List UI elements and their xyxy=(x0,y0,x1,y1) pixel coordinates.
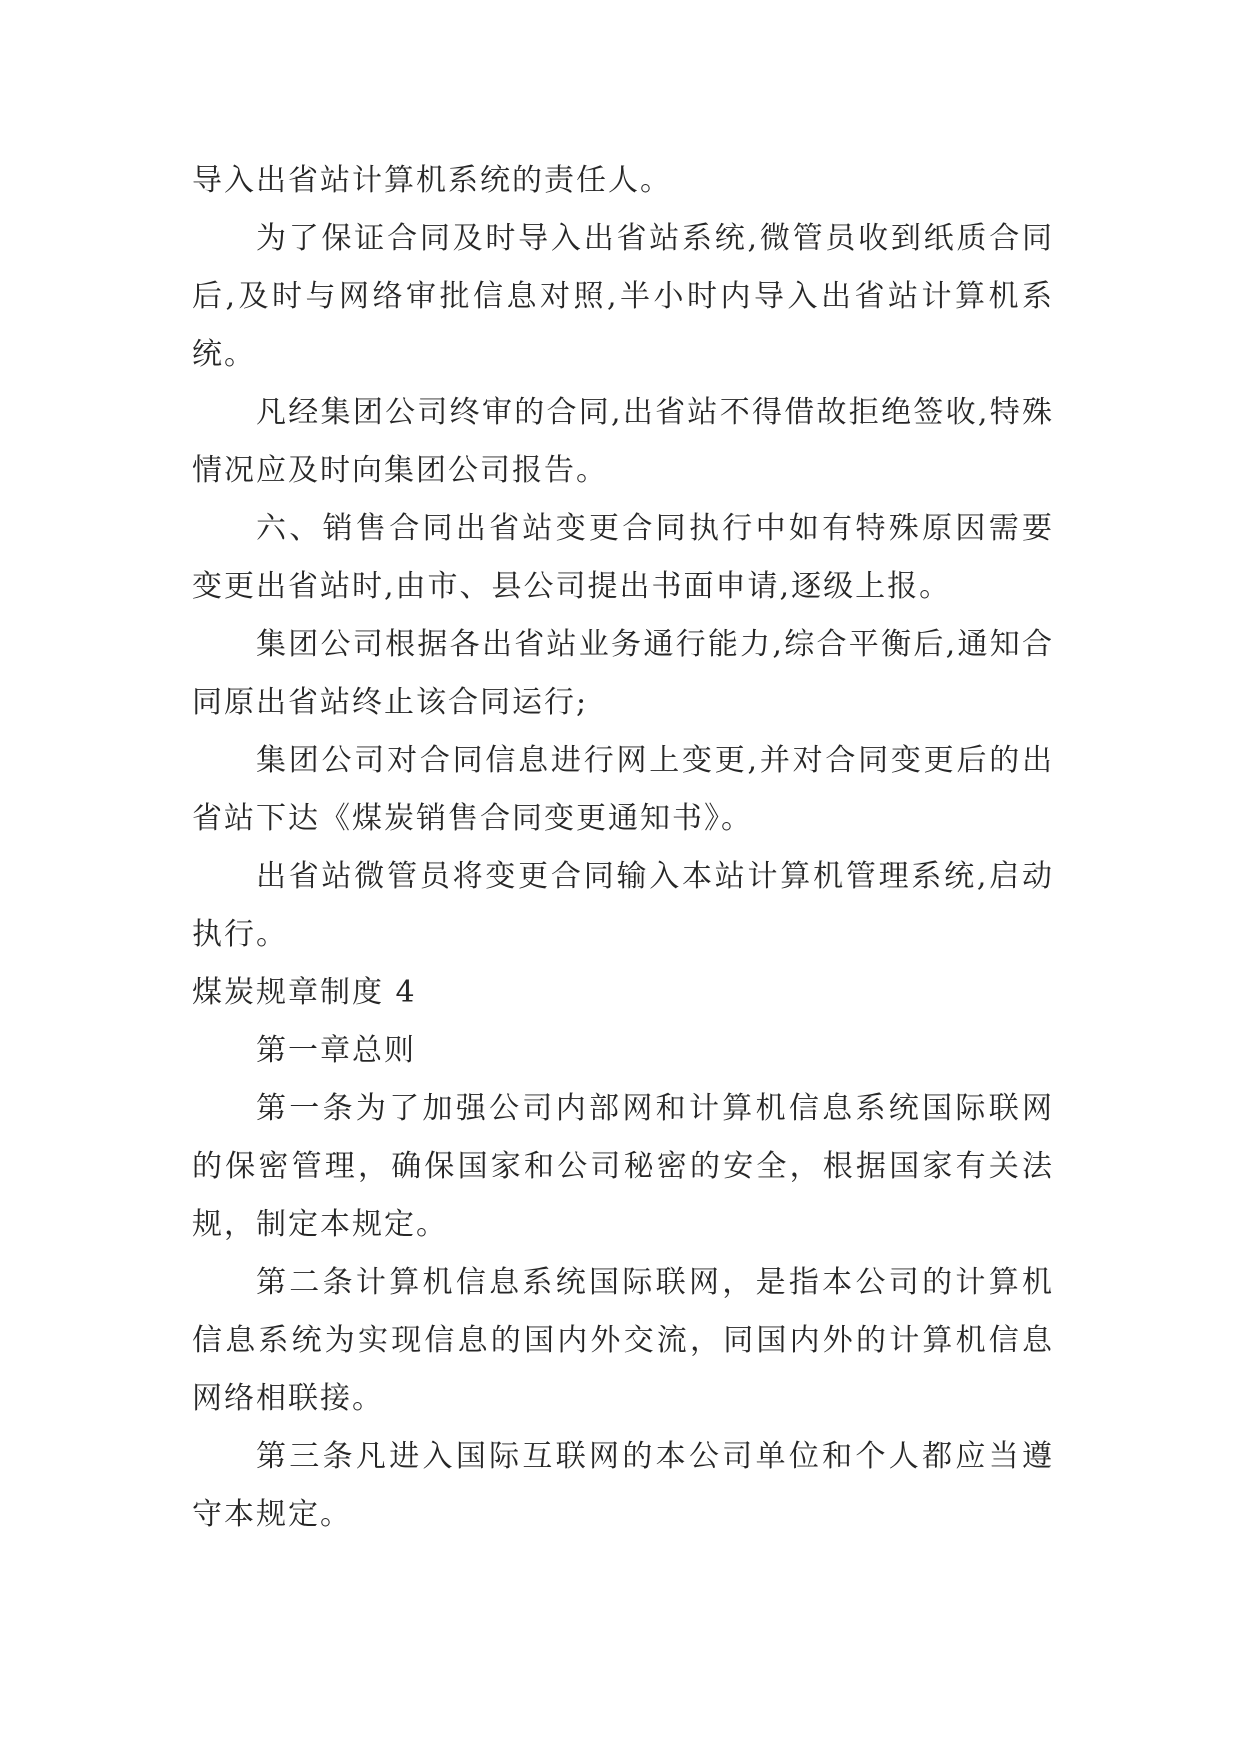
section-heading: 煤炭规章制度 4 xyxy=(192,975,417,1010)
document-body xyxy=(192,152,1054,1544)
chapter-title: 第一章总则 xyxy=(256,1033,416,1068)
paragraph-5: 集团公司根据各出省站业务通行能力,综合平衡后,通知合同原出省站终止该合同运行; xyxy=(192,627,1054,720)
paragraph-4: 六、销售合同出省站变更合同执行中如有特殊原因需要变更出省站时,由市、县公司提出书面申请,逐级上报。 xyxy=(192,511,1054,604)
article-3: 第三条凡进入国际互联网的本公司单位和个人都应当遵守本规定。 xyxy=(192,1439,1054,1532)
article-1: 第一条为了加强公司内部网和计算机信息系统国际联网的保密管理，确保国家和公司秘密的安全，根据国家有关法规，制定本规定。 xyxy=(192,1091,1054,1242)
paragraph-1: 导入出省站计算机系统的责任人。 xyxy=(192,163,672,198)
paragraph-2: 为了保证合同及时导入出省站系统,微管员收到纸质合同后,及时与网络审批信息对照,半小时内导入出省站计算机系统。 xyxy=(192,221,1054,372)
paragraph-3: 凡经集团公司终审的合同,出省站不得借故拒绝签收,特殊情况应及时向集团公司报告。 xyxy=(192,395,1054,488)
paragraph-6: 集团公司对合同信息进行网上变更,并对合同变更后的出省站下达《煤炭销售合同变更通知书》。 xyxy=(192,743,1054,836)
article-2: 第二条计算机信息系统国际联网，是指本公司的计算机信息系统为实现信息的国内外交流，同国内外的计算机信息网络相联接。 xyxy=(192,1265,1054,1416)
paragraph-7: 出省站微管员将变更合同输入本站计算机管理系统,启动执行。 xyxy=(192,859,1054,952)
